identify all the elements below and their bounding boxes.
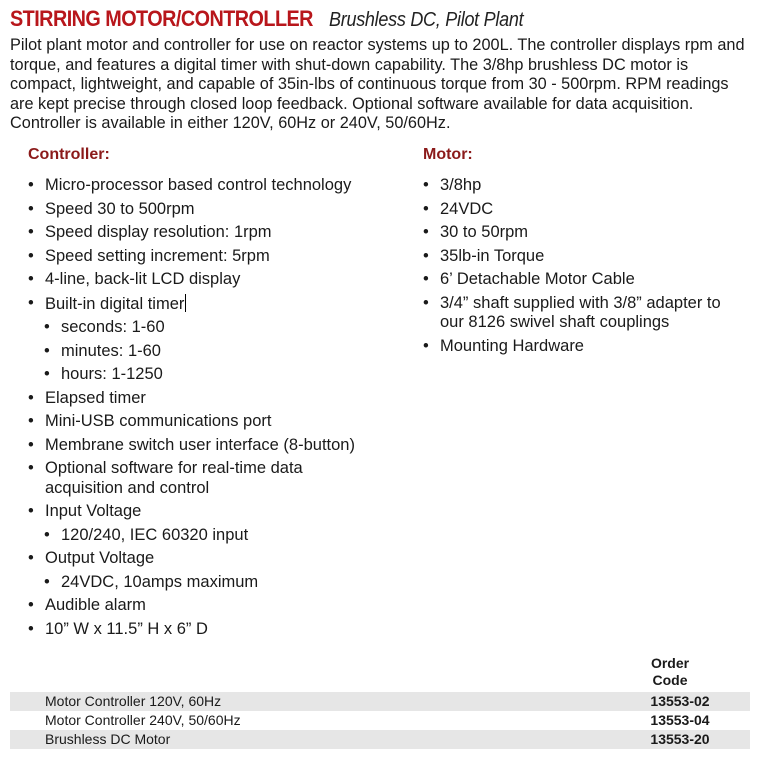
list-item: • 24VDC (423, 200, 753, 220)
list-item: • 3/4” shaft supplied with 3/8” adapter to our 8126 swivel shaft couplings (423, 294, 745, 333)
list-item: • Built-in digital timer (28, 294, 408, 315)
table-row (10, 711, 750, 730)
list-item: • 10” W x 11.5” H x 6” D (28, 620, 408, 640)
list-item: • Mini-USB communications port (28, 412, 408, 432)
order-code-header: Order Code (650, 655, 690, 688)
sub-list-item: • minutes: 1-60 (44, 342, 408, 362)
sub-list-item: • hours: 1-1250 (44, 365, 408, 385)
list-item: • 3/8hp (423, 176, 753, 196)
controller-list (28, 176, 408, 643)
table-row (10, 692, 750, 711)
row-description: Motor Controller 240V, 50/60Hz (45, 712, 241, 728)
text-cursor (185, 294, 186, 312)
motor-heading: Motor: (423, 146, 473, 163)
row-code: 13553-02 (650, 693, 710, 709)
table-row (10, 730, 750, 749)
list-item: • Speed setting increment: 5rpm (28, 247, 408, 267)
list-item: • 30 to 50rpm (423, 223, 753, 243)
list-item: • Input Voltage (28, 502, 408, 522)
list-item: • 4-line, back-lit LCD display (28, 270, 408, 290)
row-description: Brushless DC Motor (45, 731, 171, 747)
list-item: • Elapsed timer (28, 389, 408, 409)
row-code: 13553-20 (650, 731, 710, 747)
list-item: • Micro-processor based control technology (28, 176, 408, 196)
product-title: STIRRING MOTOR/CONTROLLER (10, 6, 313, 31)
list-item: • Speed display resolution: 1rpm (28, 223, 408, 243)
list-item: • Mounting Hardware (423, 337, 753, 357)
sub-list-item: • 24VDC, 10amps maximum (44, 573, 408, 593)
list-item: • 6’ Detachable Motor Cable (423, 270, 753, 290)
intro-paragraph: Pilot plant motor and controller for use on reactor systems up to 200L. The controller displays rpm and torque, and features a digital timer with shut-down capability. The 3/8hp brushless DC motor is compact, lightweight, and capable of 35in-lbs of continuous torque from 30 - 500rpm. RPM readings are kept precise through closed loop feedback. Optional software available for data acquisition. Controller is available in either 120V, 60Hz or 240V, 50/60Hz. (10, 36, 745, 132)
list-item: • Audible alarm (28, 596, 408, 616)
list-item: • 35lb-in Torque (423, 247, 753, 267)
page-title (10, 6, 545, 32)
sub-list-item: • 120/240, IEC 60320 input (44, 526, 408, 546)
controller-heading: Controller: (28, 146, 110, 163)
sub-list-item: • seconds: 1-60 (44, 318, 408, 338)
list-item: • Optional software for real-time data acquisition and control (28, 459, 345, 498)
row-code: 13553-04 (650, 712, 710, 728)
list-item: • Speed 30 to 500rpm (28, 200, 408, 220)
list-item: • Membrane switch user interface (8-button) (28, 436, 408, 456)
product-subtitle: Brushless DC, Pilot Plant (329, 9, 524, 31)
list-item: • Output Voltage (28, 549, 408, 569)
row-description: Motor Controller 120V, 60Hz (45, 693, 222, 709)
motor-list (423, 176, 753, 360)
